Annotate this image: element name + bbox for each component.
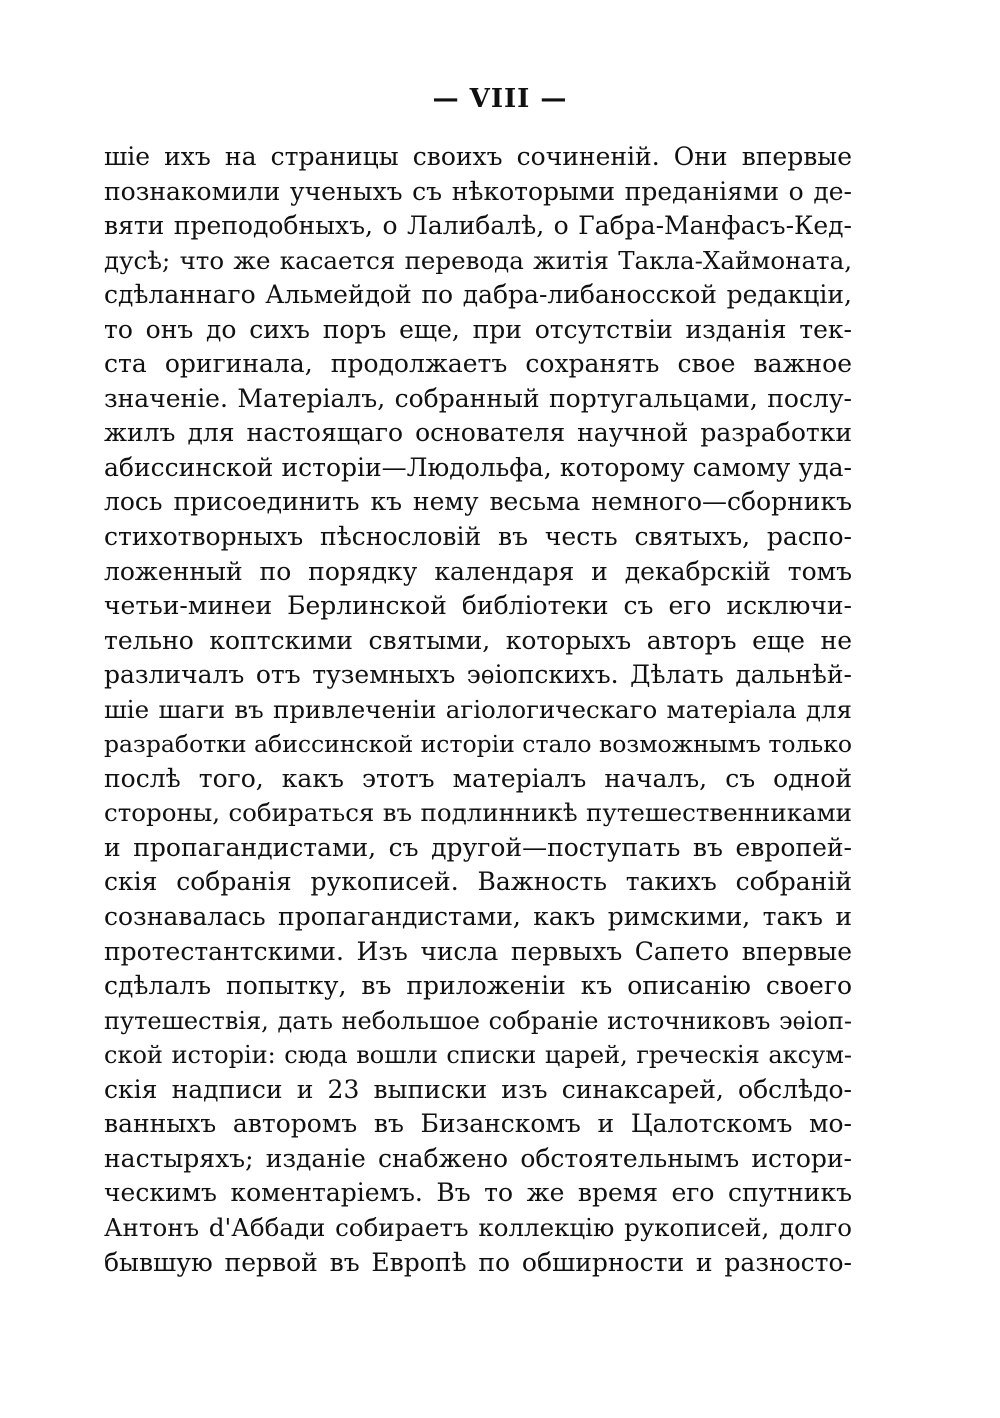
body-text [104, 140, 852, 1280]
text-line: вяти преподобныхъ, о Лалибалѣ, о Габра-Манфасъ-Кед- [104, 211, 852, 241]
text-line: тельно коптскими святыми, которыхъ авторъ еще не [104, 625, 852, 655]
text-line: путешествія, дать небольшое собраніе источниковъ эѳіоп- [104, 1006, 852, 1035]
text-line: ванныхъ авторомъ въ Бизанскомъ и Цалотскомъ мо- [104, 1109, 852, 1139]
text-line: абиссинской исторіи—Людольфа, которому самому уда- [104, 452, 852, 482]
text-line: настыряхъ; изданіе снабжено обстоятельнымъ истори- [104, 1143, 852, 1173]
text-line: ской исторіи: сюда вошли списки царей, греческія аксум- [104, 1041, 852, 1070]
text-line: ста оригинала, продолжаетъ сохранять свое важное [104, 349, 852, 379]
text-line: познакомили ученыхъ съ нѣкоторыми преданіями о де- [104, 176, 852, 206]
text-line: четьи-минеи Берлинской библіотеки съ его исключи- [104, 591, 852, 621]
text-line: то онъ до сихъ поръ еще, при отсутствіи изданія тек- [104, 314, 852, 344]
text-line: бывшую первой въ Европѣ по обширности и разносто- [104, 1247, 852, 1277]
text-line: ческимъ коментаріемъ. Въ то же время его спутникъ [104, 1178, 852, 1208]
text-line: шіе шаги въ привлеченіи агіологическаго матеріала для [104, 694, 852, 724]
text-line: различалъ отъ туземныхъ эѳіопскихъ. Дѣлать дальнѣй- [104, 660, 852, 690]
text-line: жилъ для настоящаго основателя научной разработки [104, 418, 852, 448]
text-line: лось присоединить къ нему весьма немного—сборникъ [104, 487, 852, 517]
text-line: скія собранія рукописей. Важность такихъ собраній [104, 867, 852, 897]
text-line: стороны, собираться въ подлинникѣ путешественниками [104, 798, 852, 828]
text-line: разработки абиссинской исторіи стало возможнымъ только [104, 730, 852, 759]
text-line: протестантскими. Изъ числа первыхъ Сапето впервые [104, 936, 852, 966]
page-number-header: — VIII — [432, 84, 568, 114]
text-line: дусѣ; что же касается перевода житія Такла-Хаймоната, [104, 245, 852, 275]
text-line: шіе ихъ на страницы своихъ сочиненій. Они впервые [104, 142, 852, 171]
text-line: сдѣлалъ попытку, въ приложеніи къ описанію своего [104, 971, 852, 1001]
text-line: ложенный по порядку календаря и декабрскій томъ [104, 556, 852, 586]
text-line: значеніе. Матеріалъ, собранный португальцами, послу- [104, 383, 852, 413]
text-line: послѣ того, какъ этотъ матеріалъ началъ, съ одной [104, 763, 852, 793]
text-line: сознавалась пропагандистами, какъ римскими, такъ и [104, 902, 852, 932]
text-line: сдѣланнаго Альмейдой по дабра-либаносской редакціи, [104, 280, 852, 310]
text-line: стихотворныхъ пѣснословій въ честь святыхъ, распо- [104, 522, 852, 552]
text-line: Антонъ d'Аббади собираетъ коллекцію рукописей, долго [104, 1212, 852, 1242]
text-line: скія надписи и 23 выписки изъ синаксарей, обслѣдо- [104, 1074, 852, 1104]
text-line: и пропагандистами, съ другой—поступать въ европей- [104, 832, 852, 862]
